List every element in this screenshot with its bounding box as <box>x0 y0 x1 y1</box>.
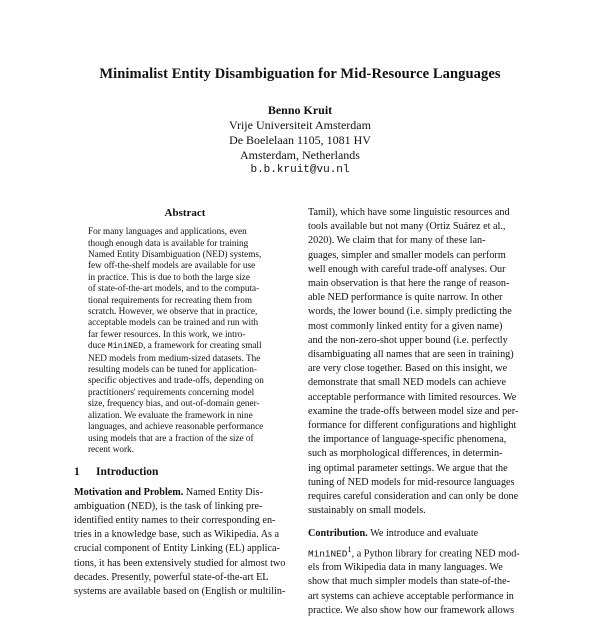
body-line <box>308 527 530 541</box>
paper-title: Minimalist Entity Disambiguation for Mid-Resource Languages <box>99 66 501 82</box>
body-line: els from Wikipedia data in many languages. We <box>308 562 503 574</box>
footnote-marker[interactable]: 1 <box>347 543 352 554</box>
body-line: and the non-zero-shot upper bound (i.e. perfectly <box>308 334 508 346</box>
body-text: Named Entity Dis- <box>183 486 263 498</box>
motivation-paragraph <box>74 486 296 600</box>
body-line: sustainably on small models. <box>308 505 426 517</box>
abstract-line: in practice. This is due to both the large size <box>88 271 250 282</box>
abstract-line: of state-of-the-art models, and to the computa- <box>88 283 260 294</box>
body-line: words, the lower bound (i.e. simply predicting the <box>308 306 512 318</box>
body-line: practice. We also show how our framework allows <box>308 604 515 616</box>
body-text: We introduce and evaluate <box>367 528 479 540</box>
abstract-line: NED models from medium-sized datasets. The <box>88 352 261 363</box>
code-mininned: MiniNED <box>308 548 348 560</box>
body-line: main observation is that here the range of reason- <box>308 278 510 290</box>
abstract-line: languages, and achieve reasonable performance <box>88 421 264 432</box>
body-line: requires careful consideration and can only be done <box>308 491 519 503</box>
abstract-line: size, frequency bias, and out-of-domain gener- <box>88 398 260 409</box>
body-line <box>74 486 296 500</box>
author-affiliation: Vrije Universiteit Amsterdam <box>229 118 371 132</box>
body-line: identified entity names to their corresponding en- <box>74 514 276 526</box>
body-line: ing optimal parameter settings. We argue that the <box>308 462 508 474</box>
abstract-text: , a framework for creating small <box>143 340 262 351</box>
body-line: examine the trade-offs between model size and per- <box>308 405 519 417</box>
section-heading-introduction <box>74 465 296 479</box>
abstract-heading: Abstract <box>164 207 206 219</box>
abstract-line: alization. We evaluate the framework in nine <box>88 409 253 420</box>
body-line: art systems can achieve acceptable performance in <box>308 590 514 602</box>
author-name: Benno Kruit <box>267 103 333 117</box>
body-text: , a Python library for creating NED mod- <box>351 548 520 560</box>
right-column <box>308 206 530 618</box>
abstract-line: practitioners' requirements concerning model <box>88 386 255 397</box>
body-line: tuning of NED models for mid-resource languages <box>308 476 515 488</box>
abstract-text: duce <box>88 340 108 351</box>
abstract-line: recent work. <box>88 443 134 454</box>
paragraph-heading: Motivation and Problem. <box>74 486 184 498</box>
author-email[interactable]: b.b.kruit@vu.nl <box>250 164 350 176</box>
body-line: demonstrate that small NED models can achieve <box>308 377 507 389</box>
body-line: well enough with careful trade-off analyses. Our <box>308 263 506 275</box>
abstract-body <box>74 226 296 455</box>
body-line: tries in a knowledge base, such as Wikipedia. As a <box>74 529 280 541</box>
abstract-line: few off-the-shelf models are available for use <box>88 260 256 271</box>
paragraph-heading: Contribution. <box>308 528 368 540</box>
author-address: De Boelelaan 1105, 1081 HV <box>229 133 371 147</box>
body-line: decades. Presently, powerful state-of-the-art EL <box>74 571 269 583</box>
abstract-line: tional requirements for recreating them from <box>88 294 253 305</box>
abstract-line: scratch. However, we observe that in practice, <box>88 306 258 317</box>
abstract-line: using models that are a fraction of the size of <box>88 432 254 443</box>
body-line: formance for different configurations and highlight <box>308 420 517 432</box>
body-line: show that much simpler models than state-of-the- <box>308 576 511 588</box>
body-line: 2020). We claim that for many of these lan- <box>308 235 486 247</box>
body-line: disambiguating all names that are seen in training) <box>308 349 514 361</box>
body-line: most commonly linked entity for a given name) <box>308 320 503 332</box>
body-line: Tamil), which have some linguistic resources and <box>308 207 510 218</box>
code-mininned: MiniNED <box>107 341 144 352</box>
abstract-line: For many languages and applications, even <box>88 226 247 237</box>
body-line: the importance of language-specific phenomena, <box>308 434 507 446</box>
author-block <box>0 103 600 178</box>
body-line <box>308 542 530 562</box>
body-line: are very close together. Based on this insight, we <box>308 363 508 375</box>
body-line: guages, simpler and smaller models can perform <box>308 249 506 261</box>
abstract-line: far fewer resources. In this work, we intro- <box>88 328 246 339</box>
abstract-line: resulting models can be tuned for application- <box>88 364 257 375</box>
body-line: able NED performance is quite narrow. In other <box>308 292 503 304</box>
section-title: Introduction <box>96 466 159 479</box>
body-line: acceptable performance with limited resources. We <box>308 391 517 403</box>
left-column <box>74 206 296 599</box>
abstract-line <box>88 340 282 352</box>
abstract-line: specific objectives and trade-offs, depending on <box>88 375 264 386</box>
abstract-line: though enough data is available for training <box>88 237 249 248</box>
abstract-line: acceptable models can be trained and run with <box>88 317 259 328</box>
section-number: 1 <box>74 466 80 479</box>
paragraph-gap <box>308 518 530 527</box>
abstract-line: Named Entity Disambiguation (NED) systems, <box>88 249 262 260</box>
body-line: systems are available based on (English or multilin- <box>74 585 286 597</box>
body-line: such as morphological differences, in determin- <box>308 448 503 460</box>
body-line: ambiguation (NED), is the task of linking pre- <box>74 500 263 512</box>
body-line: tools available but not many (Ortiz Suárez et al., <box>308 221 506 233</box>
body-line: tions, it has been extensively studied for almost two <box>74 557 286 569</box>
body-line: crucial component of Entity Linking (EL) applica- <box>74 543 280 555</box>
author-city: Amsterdam, Netherlands <box>240 148 360 162</box>
